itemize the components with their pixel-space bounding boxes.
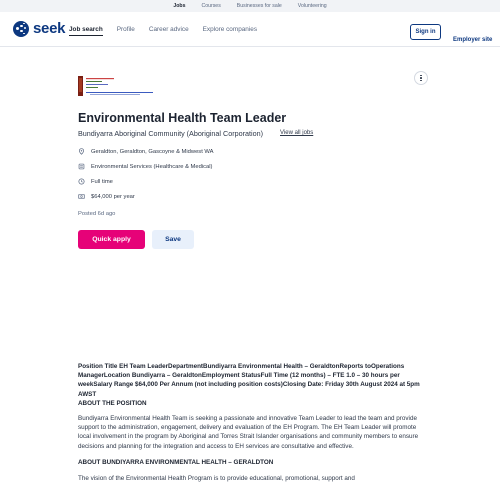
clock-icon xyxy=(78,178,85,185)
nav-explore-companies[interactable]: Explore companies xyxy=(202,26,258,33)
sign-in-button[interactable]: Sign in xyxy=(410,24,441,40)
quick-apply-button[interactable]: Quick apply xyxy=(78,230,145,249)
nav-career-advice[interactable]: Career advice xyxy=(148,26,189,33)
nav-job-search[interactable]: Job search xyxy=(69,26,103,36)
job-location xyxy=(78,148,214,155)
about-bundiyarra-heading: ABOUT BUNDIYARRA ENVIRONMENTAL HEALTH – GERALDTON xyxy=(78,458,274,466)
top-navigation xyxy=(0,0,500,12)
job-location-text: Geraldton, Geraldton, Gascoyne & Midwest WA xyxy=(91,148,214,155)
job-classification-text: Environmental Services (Healthcare & Medical) xyxy=(91,163,213,170)
site-header xyxy=(0,12,500,47)
job-work-type-text: Full time xyxy=(91,178,113,185)
job-work-type xyxy=(78,178,113,185)
location-pin-icon xyxy=(78,148,85,155)
more-vertical-icon xyxy=(420,74,422,82)
view-all-jobs-link[interactable]: View all jobs xyxy=(280,130,314,136)
seek-logo-text: seek xyxy=(33,20,66,37)
topnav-volunteering[interactable]: Volunteering xyxy=(297,3,327,9)
topnav-courses[interactable]: Courses xyxy=(201,3,221,9)
more-options-button[interactable] xyxy=(414,71,428,85)
seek-logo[interactable] xyxy=(13,20,65,37)
main-nav xyxy=(69,26,271,36)
about-bundiyarra-text: The vision of the Environmental Health Program is to provide educational, promotional, support and xyxy=(78,475,355,483)
nav-profile[interactable]: Profile xyxy=(116,26,135,33)
classification-icon xyxy=(78,163,85,170)
topnav-businesses[interactable]: Businesses for sale xyxy=(236,3,282,9)
about-position-heading: ABOUT THE POSITION xyxy=(78,399,147,407)
topnav-jobs[interactable]: Jobs xyxy=(173,3,186,9)
company-banner-image xyxy=(78,76,153,96)
company-name[interactable]: Bundiyarra Aboriginal Community (Aboriginal Corporation) xyxy=(78,129,263,138)
employer-site-link[interactable]: Employer site xyxy=(453,37,493,43)
job-summary: Position Title EH Team LeaderDepartmentBundiyarra Environmental Health – GeraldtonReports toOperations ManagerLocation Bundiyarra – GeraldtonEmployment StatusFull Time (12 months) – FTE 1.0 – 30 hours per weekSalary Range $64,000 Per Annum (not including position costs)Closing Date: Friday 30th August 2024 at 5pm AWST xyxy=(78,363,420,398)
seek-logo-icon xyxy=(13,21,29,37)
job-title: Environmental Health Team Leader xyxy=(78,111,287,125)
job-salary xyxy=(78,193,135,200)
save-button[interactable]: Save xyxy=(152,230,194,249)
about-position-text: Bundiyarra Environmental Health Team is seeking a passionate and innovative Team Leader to lead the team and provide support to the administration, engagement, delivery and evaluation of the EH Program. The EH Team Leader will promote local involvement in the program by Aboriginal and Torres Strait Islander organisations and community members to ensure decisions and planning for the integration and access to EH services are consultative and effective. xyxy=(78,415,419,450)
posted-date: Posted 6d ago xyxy=(78,211,116,217)
job-description xyxy=(78,362,428,490)
money-icon xyxy=(78,193,85,200)
job-salary-text: $64,000 per year xyxy=(91,193,135,200)
job-classification xyxy=(78,163,212,170)
